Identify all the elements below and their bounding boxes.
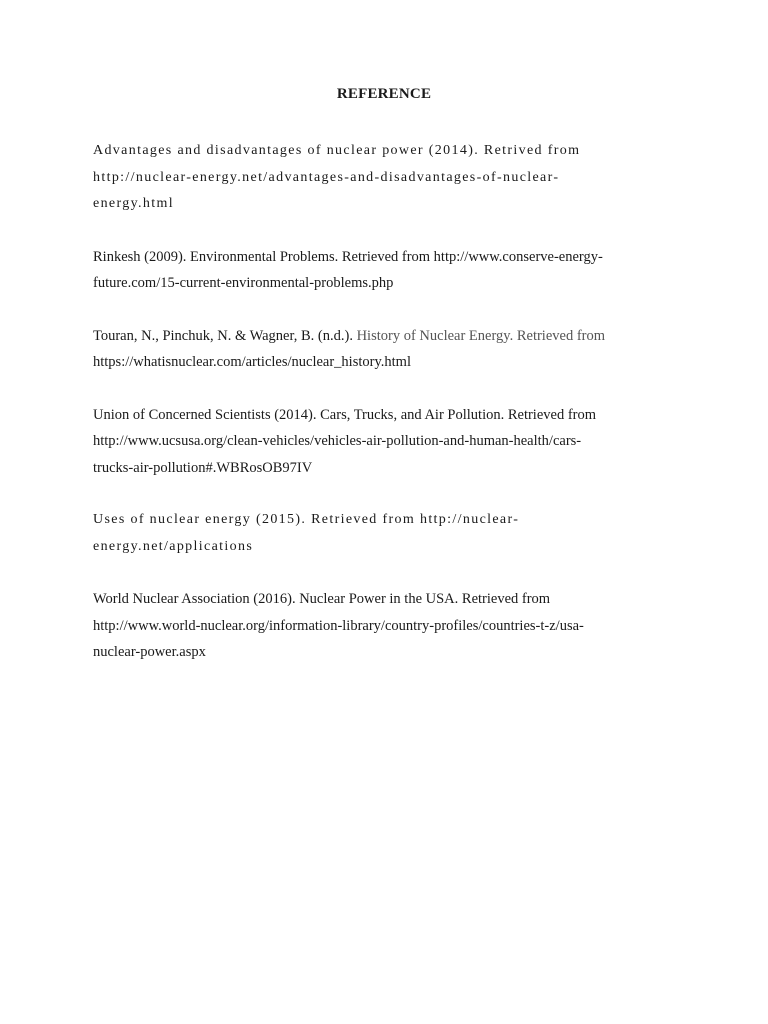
reference-url-continued: trucks-air-pollution#.WBRosOB97IV [93, 459, 313, 476]
reference-item-6 [93, 586, 693, 666]
reference-url: http://nuclear-energy.net/advantages-and-disadvantages-of-nuclear- [93, 169, 560, 185]
reference-url: http://www.world-nuclear.org/information-library/country-profiles/countries-t-z/usa- [93, 617, 584, 634]
reference-url: https://whatisnuclear.com/articles/nuclear_history.html [93, 354, 411, 370]
reference-url: http://www.ucsusa.org/clean-vehicles/vehicles-air-pollution-and-human-health/cars- [93, 433, 582, 449]
reference-url-continued: nuclear-power.aspx [93, 644, 206, 660]
reference-text: Uses of nuclear energy (2015). Retrieved from http://nuclear- [93, 512, 520, 527]
reference-item-4 [93, 402, 693, 482]
reference-item-1 [93, 138, 693, 218]
reference-text-line [93, 323, 693, 350]
reference-list [93, 138, 693, 692]
reference-url-continued: future.com/15-current-environmental-problems.php [93, 275, 394, 291]
page-title: REFERENCE [336, 86, 432, 102]
reference-text: Union of Concerned Scientists (2014). Cars, Trucks, and Air Pollution. Retrieved from [93, 406, 597, 423]
reference-item-3 [93, 323, 693, 376]
reference-title: History of Nuclear Energy. Retrieved from [356, 327, 606, 344]
reference-url-continued: energy.html [93, 196, 174, 211]
reference-authors: Touran, N., Pinchuk, N. & Wagner, B. (n.d.). [93, 327, 357, 344]
reference-text: Rinkesh (2009). Environmental Problems. Retrieved from http://www.conserve-energy- [93, 248, 603, 265]
reference-item-2 [93, 244, 693, 297]
reference-text: Advantages and disadvantages of nuclear power (2014). Retrived from [93, 143, 581, 158]
reference-url-continued: energy.net/applications [93, 538, 254, 554]
reference-text: World Nuclear Association (2016). Nuclear Power in the USA. Retrieved from [93, 591, 551, 607]
reference-item-5 [93, 507, 693, 560]
